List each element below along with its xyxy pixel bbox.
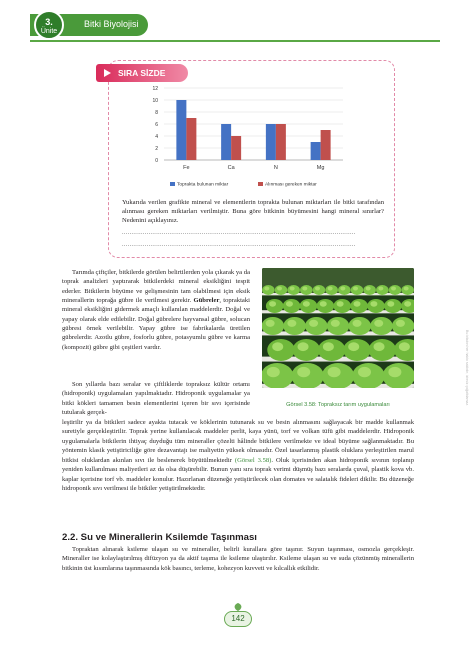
y-tick-label: 2 bbox=[155, 146, 158, 152]
lettuce-highlight bbox=[391, 287, 396, 291]
photo-caption: Görsel 3.58: Topraksız tarım uygulamaları bbox=[286, 402, 390, 408]
unit-number: 3. bbox=[45, 17, 53, 27]
legend-swatch-1 bbox=[170, 182, 175, 186]
paragraph-fertilizers bbox=[62, 268, 250, 352]
paragraph-fertilizers-a: Tarımda çiftçiler, bitkilerde görülen belirtilerden yola çıkarak ya da toprak analizleri yaptırarak bitkilerdeki mineral eksikliğini tespit ederler. Bitkilerin büyüme ve gelişmesinin tam olabilmesi için eksik minerallerin toprağa gübre ile verilmesi gerekir. bbox=[62, 269, 250, 305]
side-copyright bbox=[464, 330, 470, 460]
activity-label-text: SIRA SİZDE bbox=[118, 68, 166, 78]
lettuce-highlight bbox=[396, 320, 405, 327]
lettuce-highlight bbox=[287, 320, 296, 327]
bar-chart bbox=[138, 78, 353, 196]
play-arrow-icon bbox=[104, 69, 111, 77]
y-tick-label: 12 bbox=[152, 86, 158, 92]
lettuce-highlight bbox=[267, 367, 280, 377]
unit-word: Ünite bbox=[40, 28, 58, 35]
lettuce-highlight bbox=[366, 287, 371, 291]
y-tick-label: 10 bbox=[152, 98, 158, 104]
section-title: 2.2. Su ve Minerallerin Ksilemde Taşınması bbox=[62, 532, 257, 543]
lettuce-highlight bbox=[399, 342, 410, 351]
lettuce-highlight bbox=[315, 287, 320, 291]
lettuce-highlight bbox=[358, 367, 371, 377]
y-tick-label: 4 bbox=[155, 134, 158, 140]
page-number: 142 bbox=[224, 611, 252, 627]
y-tick-label: 0 bbox=[155, 158, 158, 164]
lettuce-highlight bbox=[378, 287, 383, 291]
y-tick-label: 6 bbox=[155, 122, 158, 128]
lettuce-highlight bbox=[387, 301, 394, 307]
lettuce-highlight bbox=[297, 367, 310, 377]
bar-mg-series-1 bbox=[311, 142, 321, 160]
bar-fe-series-1 bbox=[176, 100, 186, 160]
lettuce-highlight bbox=[348, 342, 359, 351]
lettuce-highlight bbox=[354, 301, 361, 307]
lettuce-highlight bbox=[331, 320, 340, 327]
answer-line-2: ........................................................................................................................... bbox=[122, 242, 356, 248]
x-tick-label: Fe bbox=[183, 165, 190, 171]
lettuce-highlight bbox=[374, 320, 383, 327]
paragraph-hydroponics-text: Son yıllarda bazı seralar ve çiftliklerde topraksız kültür ortamı (hidroponik) uygulamaları yapılmaktadır. Hidroponik uygulamalar ya bitki kökleri tamamen besin elementlerini içeren bir sıvı içerisinde tutularak gerçek- bbox=[62, 381, 250, 417]
x-tick-label: Ca bbox=[227, 165, 235, 171]
keyword-fertilizers: Gübreler bbox=[193, 297, 220, 305]
activity-question: Yukarıda verilen grafikte mineral ve elementlerin toprakta bulunan miktarları ile bitki tarafından alınması gereken miktarları verilmiştir. Buna göre bitkinin büyümesini hangi mineral sınırlar? Nedenini açıklayınız. bbox=[122, 199, 384, 225]
lettuce-highlight bbox=[303, 301, 310, 307]
unit-badge bbox=[34, 10, 64, 40]
lettuce-highlight bbox=[404, 287, 409, 291]
lettuce-highlight bbox=[404, 301, 411, 307]
lettuce-highlight bbox=[272, 342, 283, 351]
bar-n-series-1 bbox=[266, 124, 276, 160]
lettuce-highlight bbox=[309, 320, 318, 327]
lettuce-highlight bbox=[298, 342, 309, 351]
header-rule bbox=[30, 40, 440, 42]
lettuce-highlight bbox=[323, 342, 334, 351]
legend-label-2: Alınması gereken miktar bbox=[265, 182, 317, 188]
section-text: Topraktan alınarak ksileme ulaşan su ve mineraller, belirli kurallara göre taşınır. Suyun taşınması, osmozla gerçekleşir. Mineraller ise kolaylaştırılmış difüzyon ya da aktif taşıma ile ksileme ulaştırılır. Ksileme ulaşan su ve suda çözünmüş minerallerin bitkinin üst kısımlarına taşınmasında kök basıncı, terleme, kohezyon kuvveti ve kılcallık etkilidir. bbox=[62, 546, 414, 572]
legend-swatch-2 bbox=[258, 182, 263, 186]
figure-reference: (Görsel 3.58) bbox=[234, 456, 272, 464]
lettuce-highlight bbox=[388, 367, 401, 377]
lettuce-highlight bbox=[266, 320, 275, 327]
lettuce-highlight bbox=[374, 342, 385, 351]
side-copyright-text: Bu kitabın her hakkı saklıdır, izinsiz çoğaltılamaz. bbox=[465, 330, 469, 407]
bar-fe-series-2 bbox=[186, 118, 196, 160]
lettuce-highlight bbox=[277, 287, 282, 291]
paragraph-hydroponics-continued bbox=[62, 418, 414, 494]
bar-ca-series-2 bbox=[231, 136, 241, 160]
legend-label-1: Toprakta bulunan miktar bbox=[177, 182, 229, 188]
bar-n-series-2 bbox=[276, 124, 286, 160]
hydroponic-photo bbox=[262, 268, 414, 388]
x-tick-label: Mg bbox=[316, 165, 325, 171]
lettuce-highlight bbox=[353, 287, 358, 291]
lettuce-highlight bbox=[337, 301, 344, 307]
lettuce-highlight bbox=[328, 367, 341, 377]
lettuce-highlight bbox=[353, 320, 362, 327]
legend-item-1 bbox=[170, 182, 228, 187]
y-tick-label: 8 bbox=[155, 110, 158, 116]
lettuce-highlight bbox=[290, 287, 295, 291]
lettuce-highlight bbox=[286, 301, 293, 307]
lettuce-highlight bbox=[340, 287, 345, 291]
answer-line-1: ........................................................................................................................... bbox=[122, 230, 356, 236]
chart-legend bbox=[170, 181, 370, 191]
full-paragraph-b: . Oluk içerisinden akan hidroponik sıvının toplanıp yeniden kullanılması maliyetleri az da olsa düşürebilir. Bunun yanı sıra toprak verimi düşmüş bazı seralarda çuval, plastik kova vb. kaplar içerisine torf vb. maddeler konulur. Hazırlanan düzeneğe yetiştirilecek olan domates ve salatalık fideleri dikilir. Bu düzeneğe hidroponik sıvı verilmesi ile bitkiler yetiştirilmektedir. bbox=[62, 456, 414, 493]
bar-mg-series-2 bbox=[321, 130, 331, 160]
lettuce-highlight bbox=[328, 287, 333, 291]
lettuce-highlight bbox=[370, 301, 377, 307]
chapter-title: Bitki Biyolojisi bbox=[84, 19, 139, 29]
lettuce-highlight bbox=[269, 301, 276, 307]
full-paragraph-a: leştirilir ya da bitkileri sadece ayakta tutacak ve köklerinin tutunarak su ve besin alınmasını sağlayacak bir madde kullanmak suretiyle gerçekleştirilir. Toprak yerine kullanılacak maddeler perlit, kaya yünü, torf ve volkan tüfü gibi maddelerdir. Hidroponik uygulamalarla bitkilerin ihtiyaç duyduğu tüm mineraller çözelti hâlinde bitkilere verilmekte ve ideal büyüme sağlanmaktadır. Bu yöntemin klasik yetiştiriciliğe göre dezavantajı ise maliyetin yüksek olmasıdır. Özel tasarlanmış plastik oluklara yerleştirilen marul bitkisi oluklardan akınlan sıvı ile beslenerek büyütülmektedir bbox=[62, 419, 414, 464]
x-tick-label: N bbox=[273, 165, 278, 171]
paragraph-fertilizers-b: , topraktaki mineral eksikliğini gidermek amaçlı kullanılan maddelerdir. Doğal ve yapay olarak elde edilebilir. Doğal gübrelere hayvansal gübre, solucan gübresi örnek verilebilir. Yapay gübre ise fabrikalarda üretilen gübrelerdir. Azotlu gübre, fosforlu gübre, potasyumlu gübre ve karma (kompozit) gübre gibi çeşitleri vardır. bbox=[62, 297, 250, 351]
lettuce-highlight bbox=[320, 301, 327, 307]
paragraph-hydroponics bbox=[62, 380, 250, 417]
bar-ca-series-1 bbox=[221, 124, 231, 160]
lettuce-highlight bbox=[302, 287, 307, 291]
lettuce-highlight bbox=[264, 287, 269, 291]
legend-item-2 bbox=[258, 182, 317, 187]
